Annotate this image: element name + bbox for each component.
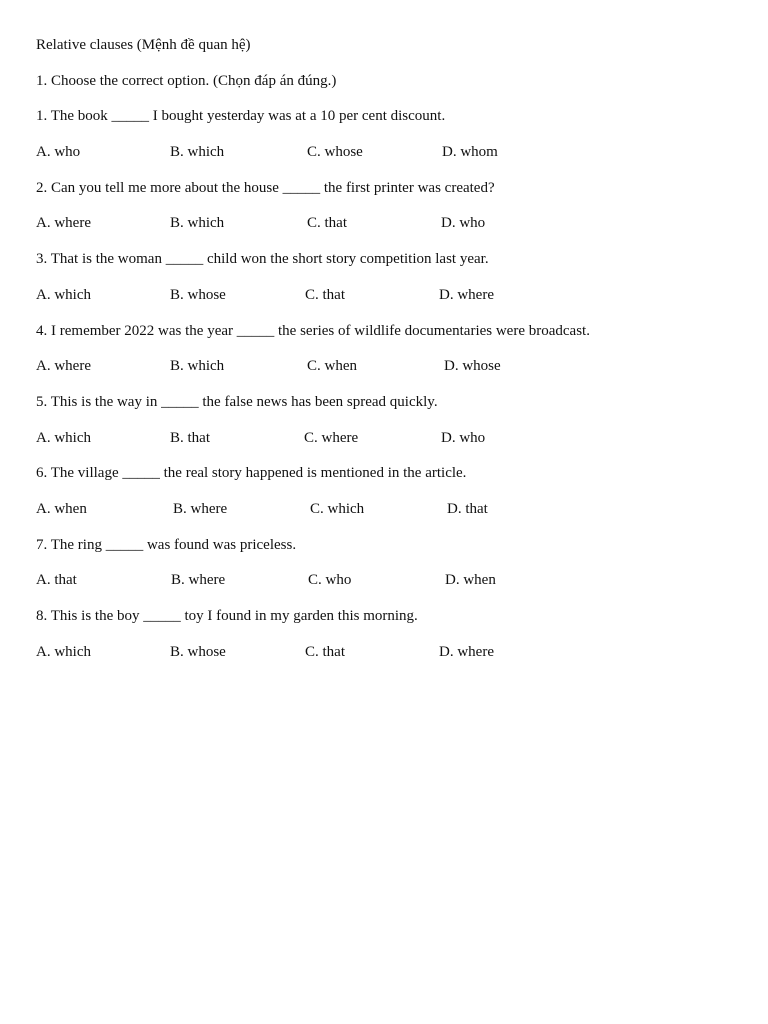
question-4-option-c: C. when (307, 358, 357, 375)
exercise-instruction: 1. Choose the correct option. (Chọn đáp án đúng.) (36, 72, 337, 89)
question-7-option-d: D. when (445, 572, 496, 589)
question-1-text: 1. The book _____ I bought yesterday was at a 10 per cent discount. (36, 108, 446, 125)
question-7-options (36, 563, 736, 599)
question-1-option-c: C. whose (307, 144, 363, 161)
question-7-option-b: B. where (171, 572, 226, 589)
question-block (36, 385, 736, 456)
worksheet-page (36, 28, 736, 670)
question-3-option-d: D. where (439, 286, 494, 303)
question-8-text: 8. This is the boy _____ toy I found in my garden this morning. (36, 608, 418, 624)
question-3-option-a: A. which (36, 286, 91, 303)
question-2-option-c: C. that (307, 215, 347, 232)
question-block (36, 599, 736, 670)
question-block (36, 242, 736, 313)
question-1-option-d: D. whom (442, 144, 498, 161)
question-6-options (36, 492, 736, 528)
question-2-option-a: A. where (36, 215, 91, 232)
question-8-option-a: A. which (36, 643, 91, 660)
question-2-options (36, 206, 736, 242)
question-7-option-a: A. that (36, 572, 77, 589)
question-4-option-a: A. where (36, 358, 91, 375)
question-6-option-d: D. that (447, 500, 488, 517)
question-block (36, 456, 736, 527)
question-6-option-b: B. where (173, 500, 228, 517)
question-6-option-c: C. which (310, 500, 365, 517)
question-5-options (36, 421, 736, 457)
question-2-text: 2. Can you tell me more about the house _____ the first printer was created? (36, 179, 495, 196)
question-5-option-a: A. which (36, 429, 91, 446)
question-2-option-d: D. who (441, 215, 486, 232)
question-5-option-d: D. who (441, 429, 486, 446)
question-1-options (36, 135, 736, 171)
question-block (36, 99, 736, 170)
question-6-text: 6. The village _____ the real story happened is mentioned in the article. (36, 465, 467, 482)
question-3-text: 3. That is the woman _____ child won the short story competition last year. (36, 251, 489, 268)
question-4-option-d: D. whose (444, 358, 501, 375)
question-3-options (36, 278, 736, 314)
question-2-option-b: B. which (170, 215, 225, 232)
question-5-text: 5. This is the way in _____ the false news has been spread quickly. (36, 393, 438, 410)
question-3-option-b: B. whose (170, 286, 226, 303)
question-7-text: 7. The ring _____ was found was priceless. (36, 536, 297, 553)
question-block (36, 171, 736, 242)
question-block (36, 314, 736, 385)
question-6-option-a: A. when (36, 500, 87, 517)
question-8-option-d: D. where (439, 643, 494, 660)
question-7-option-c: C. who (308, 572, 352, 589)
question-1-option-b: B. which (170, 144, 225, 161)
question-3-option-c: C. that (305, 286, 345, 303)
question-8-options (36, 635, 736, 671)
question-8-option-b: B. whose (170, 643, 226, 660)
question-8-option-c: C. that (305, 643, 345, 660)
question-5-option-b: B. that (170, 429, 210, 446)
question-4-options (36, 349, 736, 385)
question-4-text: 4. I remember 2022 was the year _____ the series of wildlife documentaries were broadcast. (36, 322, 590, 339)
worksheet-title: Relative clauses (Mệnh đề quan hệ) (36, 37, 251, 53)
question-5-option-c: C. where (304, 429, 359, 446)
question-1-option-a: A. who (36, 144, 81, 161)
question-4-option-b: B. which (170, 358, 225, 375)
question-block (36, 528, 736, 599)
